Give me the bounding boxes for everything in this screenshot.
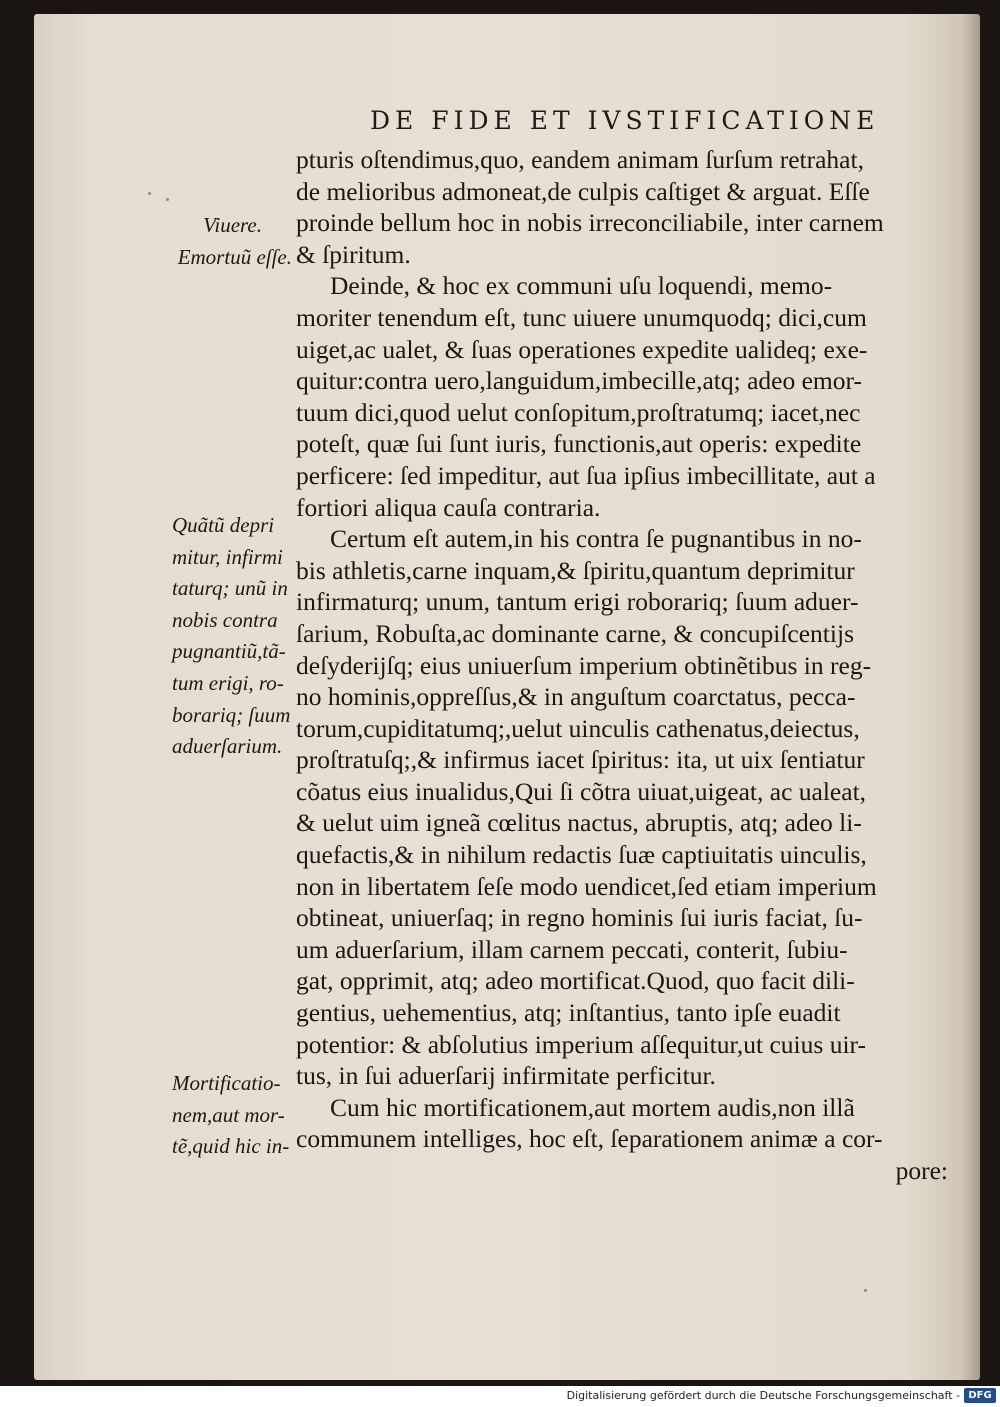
text-line: ſarium, Robuſta,ac dominante carne, & concupiſcentijs xyxy=(296,618,854,648)
text-line: Deinde, & hoc ex communi uſu loquendi, memo- xyxy=(330,271,833,301)
text-line: moriter tenendum eſt, tunc uiuere unumquodq; dici,cum xyxy=(296,302,867,332)
margin-note-line: mitur, infirmi xyxy=(172,544,283,569)
text-line: quitur:contra uero,languidum,imbecille,atq; adeo emor- xyxy=(296,366,862,396)
margin-note-line: borariq; ſuum xyxy=(172,702,291,727)
text-line: infirmaturq; unum, tantum erigi roborariq; ſuum aduer- xyxy=(296,587,859,617)
text-line: potentior: & abſolutius imperium aſſequitur,ut cuius uir- xyxy=(296,1029,867,1059)
margin-note-mortificatio xyxy=(172,1068,289,1163)
book-page xyxy=(34,14,980,1380)
margin-note-line: Emortuũ eſſe. xyxy=(177,244,292,269)
margin-note-line: tum erigi, ro- xyxy=(172,670,284,695)
dfg-logo-icon: DFG xyxy=(964,1388,996,1403)
margin-note-line: taturq; unũ in xyxy=(172,576,288,601)
text-line: cõatus eius inualidus,Qui ſi cõtra uiuat,uigeat, ac ualeat, xyxy=(296,776,867,806)
text-line: tuum dici,quod uelut conſopitum,proſtratumq; iacet,nec xyxy=(296,397,861,427)
text-line: obtineat, uniuerſaq; in regno hominis ſui iuris faciat, ſu- xyxy=(296,903,863,933)
text-line: Cum hic mortificationem,aut mortem audis,non illã xyxy=(330,1092,855,1122)
ink-speck xyxy=(166,198,169,201)
margin-note-line: nem,aut mor- xyxy=(172,1102,285,1127)
text-line: proſtratuſq;,& infirmus iacet ſpiritus: ita, ut uix ſentiatur xyxy=(296,745,865,775)
text-line: non in libertatem ſeſe modo uendicet,ſed etiam imperium xyxy=(296,871,877,901)
footer-credit: Digitalisierung gefördert durch die Deutsche Forschungsgemeinschaft - xyxy=(566,1389,960,1402)
text-line: quefactis,& in nihilum redactis ſuæ captiuitatis uinculis, xyxy=(296,840,867,870)
text-line: no hominis,oppreſſus,& in anguſtum coarctatus, pecca- xyxy=(296,682,856,712)
text-line: de melioribus admoneat,de culpis caſtiget & arguat. Eſſe xyxy=(296,176,870,206)
margin-note-quantum xyxy=(172,510,290,763)
ink-speck xyxy=(148,192,151,195)
margin-note-viuere xyxy=(164,210,292,273)
text-line: poteſt, quæ ſui ſunt iuris, functionis,aut operis: expedite xyxy=(296,429,862,459)
text-line: pturis oſtendimus,quo, eandem animam ſurſum retrahat, xyxy=(296,145,864,174)
text-line: proinde bellum hoc in nobis irreconciliabile, inter carnem xyxy=(296,208,884,238)
margin-note-line: tẽ,quid hic in- xyxy=(172,1134,290,1159)
text-line: pore: xyxy=(895,1156,948,1185)
text-line: fortiori aliqua cauſa contraria. xyxy=(296,492,601,522)
text-line: gentius, uehementius, atq; inſtantius, tanto ipſe euadit xyxy=(296,998,841,1028)
text-line: Certum eſt autem,in his contra ſe pugnantibus in no- xyxy=(330,524,862,554)
ink-speck xyxy=(864,1289,867,1292)
text-line: tus, in ſui aduerſarij infirmitate perficitur. xyxy=(296,1061,716,1091)
text-line: torum,cupiditatumq;,uelut uinculis cathenatus,deiectus, xyxy=(296,713,860,743)
text-line: um aduerſarium, illam carnem peccati, conterit, ſubiu- xyxy=(296,934,848,964)
main-text-block xyxy=(296,144,956,1187)
margin-note-line: aduerſarium. xyxy=(172,734,283,759)
text-line: communem intelliges, hoc eſt, ſeparationem animæ a cor- xyxy=(296,1124,883,1154)
margin-note-line: nobis contra xyxy=(172,607,278,632)
running-header: DE FIDE ET IVSTIFICATIONE xyxy=(370,106,880,135)
margin-note-line: Mortificatio- xyxy=(172,1071,281,1095)
margin-note-line: Viuere. xyxy=(203,213,262,237)
text-line: deſyderijſq; eius uniuerſum imperium obtinẽtibus in reg- xyxy=(296,650,872,680)
text-line: bis athletis,carne inquam,& ſpiritu,quantum deprimitur xyxy=(296,555,855,585)
text-line: uiget,ac ualet, & ſuas operationes expedite ualideq; exe- xyxy=(296,334,868,364)
margin-note-line: pugnantiũ,tã- xyxy=(172,639,286,664)
text-line: gat, opprimit, atq; adeo mortificat.Quod, quo facit dili- xyxy=(296,966,855,996)
text-line: perficere: ſed impeditur, aut ſua ipſius imbecillitate, aut a xyxy=(296,460,876,490)
margin-note-line: Quãtũ depri xyxy=(172,513,275,537)
text-line: & ſpiritum. xyxy=(296,239,411,269)
text-line: & uelut uim igneã cœlitus nactus, abruptis, atq; adeo li- xyxy=(296,808,862,838)
digitization-footer xyxy=(0,1386,1000,1407)
